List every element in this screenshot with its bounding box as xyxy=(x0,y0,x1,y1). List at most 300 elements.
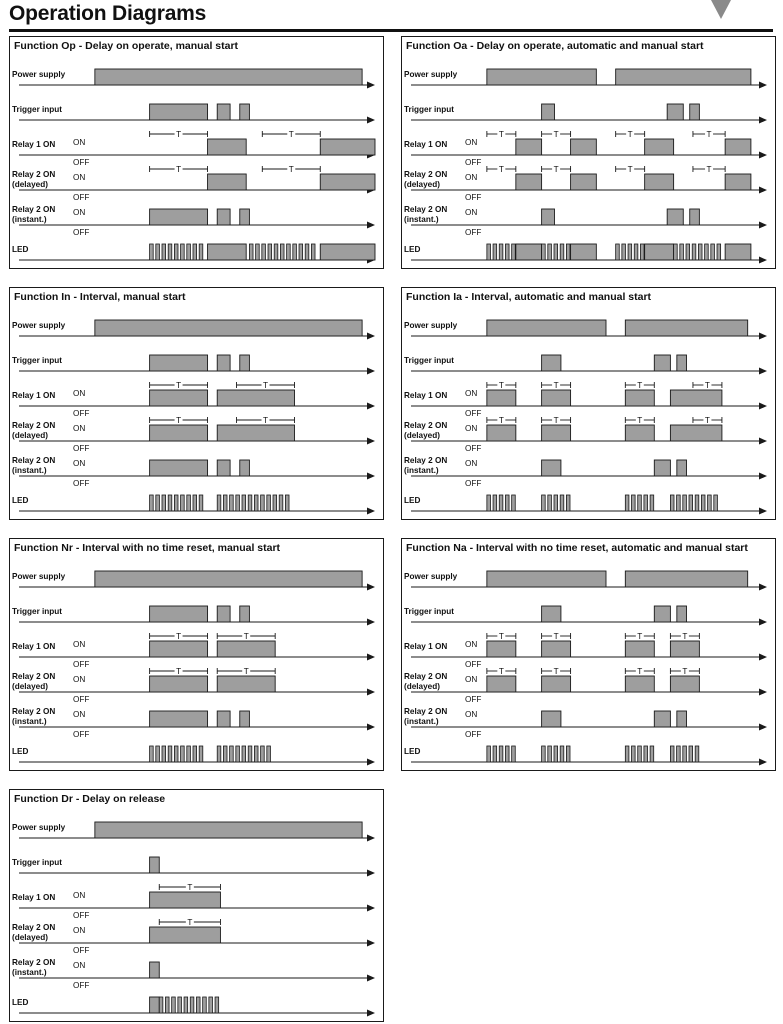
t-label: T xyxy=(498,381,504,390)
panel-title: Function Oa - Delay on operate, automatic and manual start xyxy=(406,40,704,52)
on-marker: ON xyxy=(465,173,478,182)
trigger-pulse xyxy=(217,104,230,120)
panel-title: Function Op - Delay on operate, manual start xyxy=(14,40,239,52)
led-blink-pulse xyxy=(248,495,252,511)
led-blink-pulse xyxy=(293,244,297,260)
relay2-delayed-pulse xyxy=(150,425,208,441)
led-blink-pulse xyxy=(273,495,277,511)
off-marker: OFF xyxy=(73,409,90,418)
t-label: T xyxy=(553,667,559,676)
t-label: T xyxy=(176,632,182,641)
led-blink-pulse xyxy=(650,495,654,511)
label-relay2-instant: Relay 2 ON xyxy=(12,205,56,214)
trigger-pulse xyxy=(240,606,250,622)
power-pulse xyxy=(95,69,362,85)
label-trigger-input: Trigger input xyxy=(404,356,455,365)
relay2-instant-pulse xyxy=(654,711,670,727)
trigger-pulse xyxy=(150,857,160,873)
led-blink-pulse xyxy=(542,495,546,511)
led-blink-pulse xyxy=(542,244,546,260)
relay2-instant-pulse xyxy=(150,962,160,978)
led-blink-pulse xyxy=(632,746,636,762)
led-blink-pulse xyxy=(487,244,491,260)
label-power-supply: Power supply xyxy=(12,572,66,581)
led-blink-pulse xyxy=(622,244,626,260)
led-blink-pulse xyxy=(223,495,227,511)
label-relay2-instant-sub: (instant.) xyxy=(404,215,439,224)
label-relay2-instant: Relay 2 ON xyxy=(12,456,56,465)
relay1-pulse xyxy=(150,390,208,406)
on-marker: ON xyxy=(465,459,478,468)
led-blink-pulse xyxy=(650,746,654,762)
t-label: T xyxy=(706,130,712,139)
led-blink-pulse xyxy=(548,746,552,762)
label-power-supply: Power supply xyxy=(12,70,66,79)
t-label: T xyxy=(637,381,643,390)
diagram-panel xyxy=(10,288,384,520)
label-trigger-input: Trigger input xyxy=(404,607,455,616)
led-blink-pulse xyxy=(199,244,203,260)
t-label: T xyxy=(498,130,504,139)
relay2-instant-pulse xyxy=(677,460,687,476)
led-blink-pulse xyxy=(168,244,172,260)
label-relay2-delayed-sub: (delayed) xyxy=(12,682,48,691)
led-blink-pulse xyxy=(616,244,620,260)
on-marker: ON xyxy=(465,138,478,147)
led-blink-pulse xyxy=(223,746,227,762)
label-led: LED xyxy=(12,496,29,505)
off-marker: OFF xyxy=(73,695,90,704)
relay2-delayed-pulse xyxy=(542,425,571,441)
power-pulse xyxy=(95,320,362,336)
relay1-pulse xyxy=(150,641,208,657)
led-blink-pulse xyxy=(505,495,509,511)
led-blink-pulse xyxy=(162,495,166,511)
label-relay1: Relay 1 ON xyxy=(404,642,448,651)
t-label: T xyxy=(498,416,504,425)
led-blink-pulse xyxy=(178,997,182,1013)
led-blink-pulse xyxy=(548,495,552,511)
label-relay1: Relay 1 ON xyxy=(12,140,56,149)
relay1-pulse xyxy=(487,641,516,657)
led-solid xyxy=(645,244,674,260)
led-blink-pulse xyxy=(542,746,546,762)
led-blink-pulse xyxy=(248,746,252,762)
t-label: T xyxy=(187,918,193,927)
led-blink-pulse xyxy=(274,244,278,260)
relay2-instant-pulse xyxy=(542,711,561,727)
on-marker: ON xyxy=(465,675,478,684)
t-label: T xyxy=(498,667,504,676)
trigger-pulse xyxy=(542,355,561,371)
led-blink-pulse xyxy=(285,495,289,511)
power-pulse xyxy=(625,320,747,336)
t-label: T xyxy=(498,632,504,641)
trigger-pulse xyxy=(150,104,208,120)
relay2-delayed-pulse xyxy=(625,676,654,692)
led-blink-pulse xyxy=(674,244,678,260)
led-blink-pulse xyxy=(512,244,516,260)
led-blink-pulse xyxy=(199,495,203,511)
label-relay2-instant: Relay 2 ON xyxy=(404,205,448,214)
led-blink-pulse xyxy=(193,495,197,511)
label-led: LED xyxy=(12,245,29,254)
led-blink-pulse xyxy=(717,244,721,260)
label-power-supply: Power supply xyxy=(404,70,458,79)
panel-title: Function In - Interval, manual start xyxy=(14,291,186,303)
relay2-instant-pulse xyxy=(150,711,208,727)
led-blink-pulse xyxy=(640,244,644,260)
led-blink-pulse xyxy=(548,244,552,260)
led-blink-pulse xyxy=(493,746,497,762)
panel-title: Function Ia - Interval, automatic and manual start xyxy=(406,291,652,303)
led-blink-pulse xyxy=(683,495,687,511)
led-blink-pulse xyxy=(644,746,648,762)
relay1-pulse xyxy=(670,641,699,657)
led-blink-pulse xyxy=(638,746,642,762)
led-blink-pulse xyxy=(677,495,681,511)
relay2-delayed-pulse xyxy=(320,174,375,190)
t-label: T xyxy=(288,165,294,174)
label-relay2-instant-sub: (instant.) xyxy=(404,717,439,726)
diagram-panel xyxy=(402,288,776,520)
led-blink-pulse xyxy=(168,495,172,511)
off-marker: OFF xyxy=(73,911,90,920)
led-blink-pulse xyxy=(566,746,570,762)
led-blink-pulse xyxy=(156,244,160,260)
off-marker: OFF xyxy=(465,409,482,418)
off-marker: OFF xyxy=(465,444,482,453)
relay2-instant-pulse xyxy=(217,460,230,476)
led-blink-pulse xyxy=(625,495,629,511)
relay2-delayed-pulse xyxy=(645,174,674,190)
label-relay2-delayed-sub: (delayed) xyxy=(12,431,48,440)
relay1-pulse xyxy=(208,139,247,155)
off-marker: OFF xyxy=(73,946,90,955)
led-blink-pulse xyxy=(261,495,265,511)
label-relay2-delayed: Relay 2 ON xyxy=(12,421,56,430)
on-marker: ON xyxy=(465,424,478,433)
relay2-instant-pulse xyxy=(150,460,208,476)
power-pulse xyxy=(487,320,606,336)
led-blink-pulse xyxy=(174,244,178,260)
led-blink-pulse xyxy=(199,746,203,762)
led-blink-pulse xyxy=(280,244,284,260)
t-label: T xyxy=(553,632,559,641)
label-relay1: Relay 1 ON xyxy=(404,140,448,149)
led-solid xyxy=(150,997,160,1013)
relay2-instant-pulse xyxy=(150,209,208,225)
diagram-panel xyxy=(10,790,384,1022)
t-label: T xyxy=(637,416,643,425)
led-blink-pulse xyxy=(261,746,265,762)
label-relay1: Relay 1 ON xyxy=(12,391,56,400)
diagram-panel xyxy=(10,539,384,771)
relay2-instant-pulse xyxy=(542,460,561,476)
led-blink-pulse xyxy=(230,746,234,762)
label-relay1: Relay 1 ON xyxy=(404,391,448,400)
led-blink-pulse xyxy=(262,244,266,260)
power-pulse xyxy=(95,822,362,838)
label-trigger-input: Trigger input xyxy=(12,356,63,365)
on-marker: ON xyxy=(465,710,478,719)
t-label: T xyxy=(627,130,633,139)
on-marker: ON xyxy=(465,640,478,649)
on-marker: ON xyxy=(73,640,86,649)
label-relay2-instant: Relay 2 ON xyxy=(404,707,448,716)
label-relay2-instant-sub: (instant.) xyxy=(12,717,47,726)
relay2-delayed-pulse xyxy=(150,676,208,692)
led-blink-pulse xyxy=(150,495,154,511)
led-blink-pulse xyxy=(254,495,258,511)
off-marker: OFF xyxy=(73,730,90,739)
relay2-instant-pulse xyxy=(677,711,687,727)
label-relay2-instant-sub: (instant.) xyxy=(404,466,439,475)
relay2-delayed-pulse xyxy=(208,174,247,190)
on-marker: ON xyxy=(73,926,86,935)
label-relay2-instant: Relay 2 ON xyxy=(404,456,448,465)
t-label: T xyxy=(187,883,193,892)
relay2-instant-pulse xyxy=(654,460,670,476)
off-marker: OFF xyxy=(73,981,90,990)
t-label: T xyxy=(176,667,182,676)
off-marker: OFF xyxy=(465,660,482,669)
on-marker: ON xyxy=(465,389,478,398)
trigger-pulse xyxy=(677,606,687,622)
off-marker: OFF xyxy=(73,193,90,202)
led-blink-pulse xyxy=(242,495,246,511)
label-trigger-input: Trigger input xyxy=(12,105,63,114)
led-solid xyxy=(320,244,375,260)
led-blink-pulse xyxy=(305,244,309,260)
relay1-pulse xyxy=(625,390,654,406)
led-blink-pulse xyxy=(554,495,558,511)
led-blink-pulse xyxy=(156,746,160,762)
relay1-pulse xyxy=(542,641,571,657)
led-blink-pulse xyxy=(708,495,712,511)
t-label: T xyxy=(263,416,269,425)
off-marker: OFF xyxy=(465,730,482,739)
relay2-delayed-pulse xyxy=(625,425,654,441)
t-label: T xyxy=(176,381,182,390)
t-label: T xyxy=(682,632,688,641)
power-pulse xyxy=(487,571,606,587)
t-label: T xyxy=(637,632,643,641)
t-label: T xyxy=(637,667,643,676)
led-blink-pulse xyxy=(187,746,191,762)
led-blink-pulse xyxy=(236,495,240,511)
label-led: LED xyxy=(12,747,29,756)
diagram-panel xyxy=(402,539,776,771)
t-label: T xyxy=(176,165,182,174)
led-blink-pulse xyxy=(268,244,272,260)
on-marker: ON xyxy=(73,710,86,719)
relay2-delayed-pulse xyxy=(542,676,571,692)
led-blink-pulse xyxy=(680,244,684,260)
led-blink-pulse xyxy=(714,495,718,511)
t-label: T xyxy=(553,381,559,390)
led-solid xyxy=(725,244,751,260)
led-solid xyxy=(516,244,542,260)
led-blink-pulse xyxy=(512,495,516,511)
label-relay2-delayed-sub: (delayed) xyxy=(404,682,440,691)
off-marker: OFF xyxy=(465,158,482,167)
off-marker: OFF xyxy=(465,193,482,202)
power-pulse xyxy=(487,69,596,85)
led-blink-pulse xyxy=(203,997,207,1013)
led-blink-pulse xyxy=(686,244,690,260)
on-marker: ON xyxy=(73,675,86,684)
relay2-delayed-pulse xyxy=(516,174,542,190)
trigger-pulse xyxy=(150,355,208,371)
relay1-pulse xyxy=(487,390,516,406)
relay2-delayed-pulse xyxy=(150,927,221,943)
label-relay1: Relay 1 ON xyxy=(12,642,56,651)
relay2-delayed-pulse xyxy=(217,676,275,692)
panel-title: Function Dr - Delay on release xyxy=(14,793,166,805)
relay2-delayed-pulse xyxy=(725,174,751,190)
label-relay2-instant-sub: (instant.) xyxy=(12,466,47,475)
led-blink-pulse xyxy=(499,495,503,511)
on-marker: ON xyxy=(73,891,86,900)
relay2-instant-pulse xyxy=(240,711,250,727)
led-blink-pulse xyxy=(267,495,271,511)
diagram-panel xyxy=(10,37,384,269)
label-power-supply: Power supply xyxy=(404,321,458,330)
t-label: T xyxy=(704,381,710,390)
led-blink-pulse xyxy=(677,746,681,762)
led-blink-pulse xyxy=(560,746,564,762)
t-label: T xyxy=(682,667,688,676)
relay2-instant-pulse xyxy=(542,209,555,225)
led-blink-pulse xyxy=(187,495,191,511)
led-solid xyxy=(571,244,597,260)
relay1-pulse xyxy=(625,641,654,657)
label-relay2-delayed: Relay 2 ON xyxy=(404,421,448,430)
led-blink-pulse xyxy=(217,495,221,511)
led-blink-pulse xyxy=(632,495,636,511)
led-blink-pulse xyxy=(644,495,648,511)
led-blink-pulse xyxy=(487,746,491,762)
led-blink-pulse xyxy=(698,244,702,260)
led-blink-pulse xyxy=(174,495,178,511)
label-power-supply: Power supply xyxy=(404,572,458,581)
led-blink-pulse xyxy=(692,244,696,260)
label-relay2-delayed: Relay 2 ON xyxy=(404,170,448,179)
label-relay2-delayed: Relay 2 ON xyxy=(404,672,448,681)
panel-title: Function Nr - Interval with no time reset, manual start xyxy=(14,542,281,554)
relay1-pulse xyxy=(217,390,294,406)
on-marker: ON xyxy=(465,208,478,217)
trigger-pulse xyxy=(667,104,683,120)
trigger-pulse xyxy=(690,104,700,120)
on-marker: ON xyxy=(73,389,86,398)
trigger-pulse xyxy=(217,355,230,371)
label-trigger-input: Trigger input xyxy=(12,858,63,867)
led-blink-pulse xyxy=(554,244,558,260)
led-blink-pulse xyxy=(493,495,497,511)
relay1-pulse xyxy=(645,139,674,155)
off-marker: OFF xyxy=(73,444,90,453)
on-marker: ON xyxy=(73,459,86,468)
power-pulse xyxy=(616,69,751,85)
trigger-pulse xyxy=(542,104,555,120)
led-blink-pulse xyxy=(209,997,213,1013)
led-blink-pulse xyxy=(689,746,693,762)
relay1-pulse xyxy=(516,139,542,155)
led-blink-pulse xyxy=(181,244,185,260)
page-title: Operation Diagrams xyxy=(9,2,207,25)
led-blink-pulse xyxy=(299,244,303,260)
led-blink-pulse xyxy=(181,495,185,511)
led-blink-pulse xyxy=(683,746,687,762)
led-blink-pulse xyxy=(628,244,632,260)
relay2-delayed-pulse xyxy=(670,425,722,441)
led-blink-pulse xyxy=(159,997,163,1013)
trigger-pulse xyxy=(217,606,230,622)
led-blink-pulse xyxy=(311,244,315,260)
relay2-instant-pulse xyxy=(667,209,683,225)
label-relay2-delayed-sub: (delayed) xyxy=(404,431,440,440)
t-label: T xyxy=(498,165,504,174)
t-label: T xyxy=(263,381,269,390)
relay2-instant-pulse xyxy=(240,460,250,476)
led-blink-pulse xyxy=(230,495,234,511)
relay1-pulse xyxy=(670,390,722,406)
relay1-pulse xyxy=(217,641,275,657)
on-marker: ON xyxy=(73,138,86,147)
label-trigger-input: Trigger input xyxy=(404,105,455,114)
led-blink-pulse xyxy=(634,244,638,260)
relay1-pulse xyxy=(542,390,571,406)
label-relay2-delayed-sub: (delayed) xyxy=(12,933,48,942)
led-blink-pulse xyxy=(249,244,253,260)
led-blink-pulse xyxy=(695,495,699,511)
led-blink-pulse xyxy=(236,746,240,762)
led-blink-pulse xyxy=(695,746,699,762)
relay2-instant-pulse xyxy=(217,711,230,727)
label-relay2-instant: Relay 2 ON xyxy=(12,707,56,716)
led-blink-pulse xyxy=(181,746,185,762)
relay1-pulse xyxy=(571,139,597,155)
led-blink-pulse xyxy=(215,997,219,1013)
led-blink-pulse xyxy=(193,746,197,762)
relay2-delayed-pulse xyxy=(670,676,699,692)
off-marker: OFF xyxy=(465,228,482,237)
led-blink-pulse xyxy=(165,997,169,1013)
t-label: T xyxy=(243,667,249,676)
relay1-pulse xyxy=(320,139,375,155)
led-blink-pulse xyxy=(162,746,166,762)
led-blink-pulse xyxy=(560,495,564,511)
label-led: LED xyxy=(12,998,29,1007)
led-blink-pulse xyxy=(638,495,642,511)
label-relay2-delayed: Relay 2 ON xyxy=(12,923,56,932)
relay2-delayed-pulse xyxy=(571,174,597,190)
trigger-pulse xyxy=(150,606,208,622)
led-blink-pulse xyxy=(705,244,709,260)
led-blink-pulse xyxy=(287,244,291,260)
relay1-pulse xyxy=(150,892,221,908)
t-label: T xyxy=(706,165,712,174)
led-blink-pulse xyxy=(493,244,497,260)
t-label: T xyxy=(176,416,182,425)
on-marker: ON xyxy=(73,173,86,182)
led-blink-pulse xyxy=(254,746,258,762)
led-blink-pulse xyxy=(193,244,197,260)
label-power-supply: Power supply xyxy=(12,823,66,832)
led-blink-pulse xyxy=(566,495,570,511)
